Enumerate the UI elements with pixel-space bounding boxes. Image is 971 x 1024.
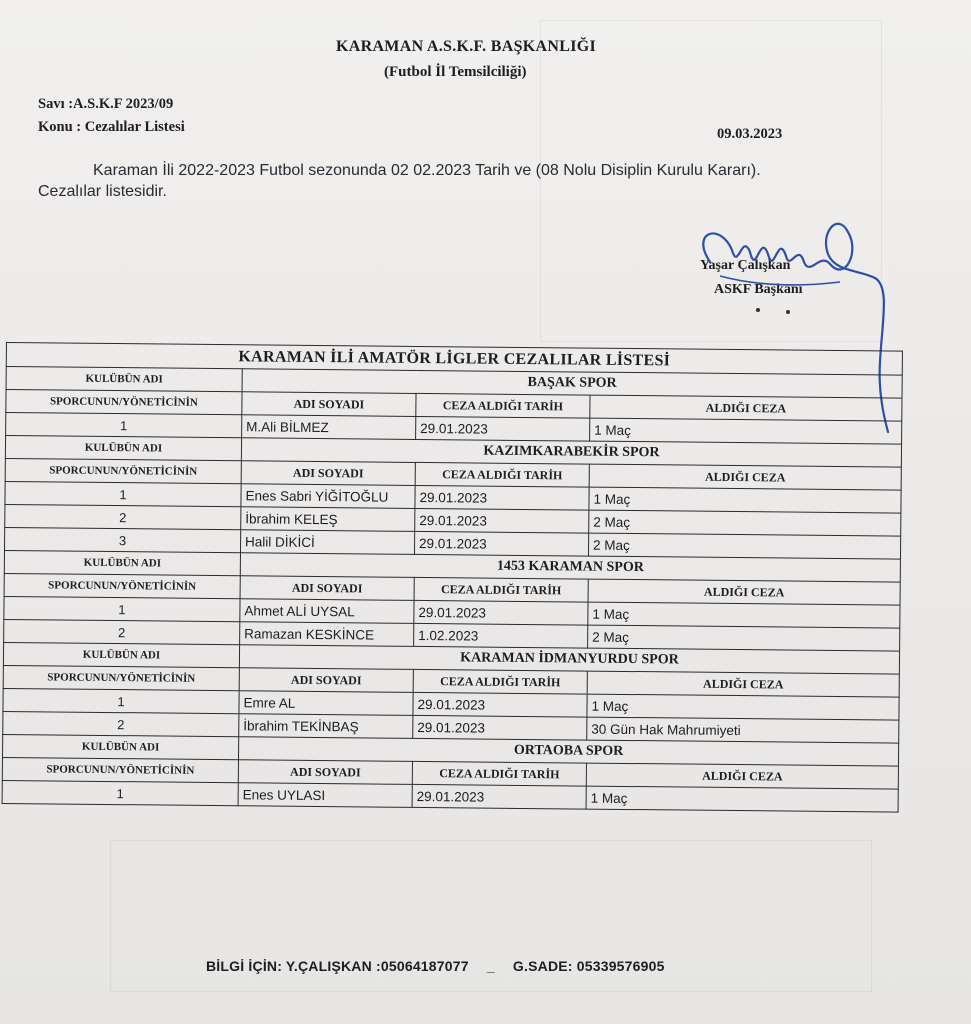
penalty-value: 1 Maç: [590, 418, 902, 444]
contact-gsade: G.SADE: 05339576905: [512, 958, 665, 974]
row-number: 2: [3, 711, 239, 736]
player-name: İbrahim TEKİNBAŞ: [239, 714, 413, 739]
club-label: KULÜBÜN ADI: [5, 436, 241, 461]
penalty-date: 29.01.2023: [413, 692, 587, 717]
subject-line: Konu : Cezalılar Listesi: [38, 119, 185, 135]
penalty-value: 2 Maç: [589, 510, 901, 536]
contact-footer: [206, 958, 665, 974]
club-label: KULÜBÜN ADI: [4, 550, 240, 575]
row-number: 1: [2, 780, 238, 805]
penalty-value: 1 Maç: [589, 487, 901, 513]
penalty-date: 1.02.2023: [414, 623, 588, 648]
player-name: Ramazan KESKİNCE: [240, 622, 414, 647]
penalty-value: 2 Maç: [588, 533, 900, 559]
player-name: Ahmet ALİ UYSAL: [240, 599, 414, 624]
penalty-value: 1 Maç: [587, 694, 899, 720]
player-name: M.Ali BİLMEZ: [242, 415, 416, 440]
penalty-date: 29.01.2023: [414, 531, 588, 556]
club-name: 1453 KARAMAN SPOR: [240, 553, 900, 582]
intro-line-2: Cezalılar listesidir.: [38, 183, 167, 200]
name-header: ADI SOYADI: [239, 668, 413, 693]
club-label: KULÜBÜN ADI: [6, 367, 242, 392]
penalty-header: ALDIĞI CEZA: [590, 395, 902, 421]
penalty-header: ALDIĞI CEZA: [589, 464, 901, 490]
club-name: KAZIMKARABEKİR SPOR: [241, 438, 901, 467]
name-header: ADI SOYADI: [240, 576, 414, 601]
penalty-table: [2, 342, 903, 813]
penalty-header: ALDIĞI CEZA: [586, 763, 898, 789]
date-header: CEZA ALDIĞI TARİH: [413, 669, 587, 694]
row-number: 1: [5, 481, 241, 506]
penalty-value: 1 Maç: [588, 602, 900, 628]
player-name: İbrahim KELEŞ: [241, 507, 415, 532]
table-title: KARAMAN İLİ AMATÖR LİGLER CEZALILAR LİSTESİ: [6, 343, 902, 376]
row-number: 1: [6, 413, 242, 438]
club-name: KARAMAN İDMANYURDU SPOR: [239, 645, 899, 674]
document-subtitle: (Futbol İl Temsilciliği): [384, 64, 527, 80]
penalty-table-wrapper: [2, 342, 902, 813]
club-name: BAŞAK SPOR: [242, 369, 902, 398]
date-header: CEZA ALDIĞI TARİH: [412, 761, 586, 786]
reference-number: Savı :A.S.K.F 2023/09: [38, 96, 174, 112]
club-label: KULÜBÜN ADI: [3, 642, 239, 667]
club-label: KULÜBÜN ADI: [3, 734, 239, 759]
row-number: 1: [3, 688, 239, 713]
player-name: Emre AL: [239, 691, 413, 716]
club-name: ORTAOBA SPOR: [239, 737, 899, 766]
contact-info: BİLGİ İÇİN: Y.ÇALIŞKAN :05064187077: [206, 958, 469, 974]
penalty-date: 29.01.2023: [414, 600, 588, 625]
document-title: KARAMAN A.S.K.F. BAŞKANLIĞI: [336, 38, 596, 55]
row-number: 2: [4, 619, 240, 644]
name-header: ADI SOYADI: [238, 760, 412, 785]
date-header: CEZA ALDIĞI TARİH: [415, 462, 589, 487]
name-header: ADI SOYADI: [241, 461, 415, 486]
person-label: SPORCUNUN/YÖNETİCİNİN: [2, 757, 238, 782]
penalty-date: 29.01.2023: [416, 416, 590, 441]
penalty-header: ALDIĞI CEZA: [588, 579, 900, 605]
document-date: 09.03.2023: [717, 126, 783, 142]
penalty-date: 29.01.2023: [412, 784, 586, 809]
penalty-date: 29.01.2023: [413, 715, 587, 740]
contact-separator: _: [486, 958, 495, 974]
penalty-date: 29.01.2023: [415, 485, 589, 510]
person-label: SPORCUNUN/YÖNETİCİNİN: [3, 665, 239, 690]
penalty-value: 30 Gün Hak Mahrumiyeti: [587, 717, 899, 743]
player-name: Halil DİKİCİ: [240, 530, 414, 555]
intro-line-1: Karaman İli 2022-2023 Futbol sezonunda 02 02.2023 Tarih ve (08 Nolu Disiplin Kurulu Kararı).: [93, 162, 761, 179]
person-label: SPORCUNUN/YÖNETİCİNİN: [5, 458, 241, 483]
penalty-value: 1 Maç: [586, 786, 898, 812]
signatory-role: ASKF Başkanı: [714, 282, 803, 297]
penalty-value: 2 Maç: [588, 625, 900, 651]
penalty-date: 29.01.2023: [415, 508, 589, 533]
name-header: ADI SOYADI: [242, 392, 416, 417]
player-name: Enes Sabri YİĞİTOĞLU: [241, 484, 415, 509]
person-label: SPORCUNUN/YÖNETİCİNİN: [4, 573, 240, 598]
row-number: 3: [4, 527, 240, 552]
player-name: Enes UYLASI: [238, 783, 412, 808]
person-label: SPORCUNUN/YÖNETİCİNİN: [6, 390, 242, 415]
date-header: CEZA ALDIĞI TARİH: [416, 393, 590, 418]
date-header: CEZA ALDIĞI TARİH: [414, 577, 588, 602]
row-number: 1: [4, 596, 240, 621]
signatory-name: Yaşar Çalışkan: [700, 258, 791, 273]
row-number: 2: [5, 504, 241, 529]
penalty-header: ALDIĞI CEZA: [587, 671, 899, 697]
